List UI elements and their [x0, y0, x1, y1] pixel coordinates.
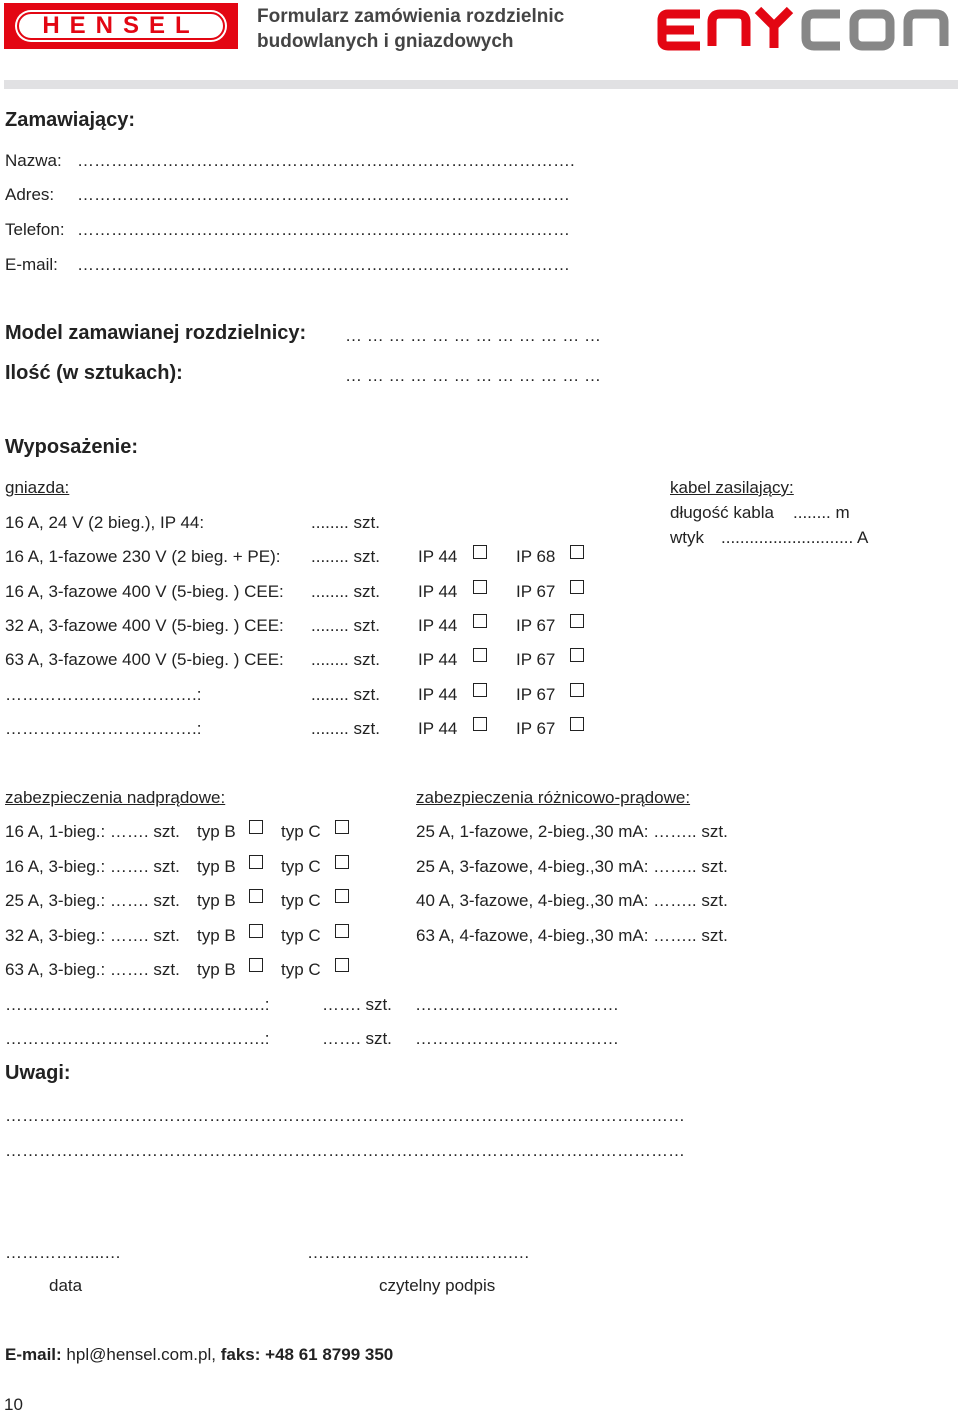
extra-desc[interactable]: ………………………………	[415, 1029, 619, 1048]
address-field[interactable]: ……………………………………………………………………………	[77, 185, 570, 204]
equipment-heading: Wyposażenie:	[5, 436, 138, 458]
page-title-line2: budowlanych i gniazdowych	[257, 31, 514, 52]
type-b-label: typ B	[197, 926, 236, 945]
ip44-checkbox[interactable]	[473, 580, 490, 597]
footer-fax-value: +48 61 8799 350	[265, 1345, 394, 1364]
socket-label-custom[interactable]: …………………………….:	[5, 685, 202, 704]
socket-label: 16 A, 1-fazowe 230 V (2 bieg. + PE):	[5, 547, 281, 566]
residual-row[interactable]: 25 A, 1-fazowe, 2-bieg.,30 mA: …….. szt.	[416, 822, 728, 841]
ip67-checkbox[interactable]	[570, 580, 587, 597]
type-c-checkbox[interactable]	[335, 889, 352, 906]
ip67-checkbox[interactable]	[570, 683, 587, 700]
ip68-checkbox[interactable]	[570, 545, 587, 562]
overcurrent-heading: zabezpieczenia nadprądowe:	[5, 788, 226, 807]
residual-row[interactable]: 25 A, 3-fazowe, 4-bieg.,30 mA: …….. szt.	[416, 857, 728, 876]
quantity-field[interactable]: … … … … … … … … … … … …	[345, 366, 601, 385]
socket-qty[interactable]: ........ szt.	[311, 685, 380, 704]
socket-qty[interactable]: ........ szt.	[311, 650, 380, 669]
address-label: Adres:	[5, 185, 55, 204]
date-label: data	[49, 1276, 83, 1295]
extra-qty[interactable]: ……. szt.	[322, 1029, 392, 1048]
socket-qty[interactable]: ........ szt.	[311, 513, 380, 532]
type-c-label: typ C	[281, 822, 321, 841]
option-ip67-label: IP 67	[516, 685, 556, 704]
type-b-checkbox[interactable]	[249, 855, 266, 872]
enycon-logo	[656, 4, 960, 54]
footer-email-link[interactable]: hpl@hensel.com.pl,	[66, 1345, 216, 1364]
overcurrent-label[interactable]: 25 A, 3-bieg.: ……. szt.	[5, 891, 180, 910]
type-c-checkbox[interactable]	[335, 924, 352, 941]
type-b-checkbox[interactable]	[249, 958, 266, 975]
option-ip44-label: IP 44	[418, 650, 458, 669]
model-label: Model zamawianej rozdzielnicy:	[5, 322, 307, 344]
socket-qty[interactable]: ........ szt.	[311, 719, 380, 738]
residual-row[interactable]: 63 A, 4-fazowe, 4-bieg.,30 mA: …….. szt.	[416, 926, 728, 945]
type-b-checkbox[interactable]	[249, 924, 266, 941]
enycon-logo-icon	[656, 4, 960, 54]
socket-label: 16 A, 24 V (2 bieg.), IP 44:	[5, 513, 205, 532]
extra-qty[interactable]: ……. szt.	[322, 995, 392, 1014]
type-c-label: typ C	[281, 891, 321, 910]
extra-label[interactable]: ……………………………………….:	[5, 1029, 270, 1048]
ip44-checkbox[interactable]	[473, 683, 490, 700]
type-b-label: typ B	[197, 891, 236, 910]
date-field[interactable]: ……………...…	[5, 1243, 122, 1262]
extra-desc[interactable]: ………………………………	[415, 995, 619, 1014]
socket-label-custom[interactable]: …………………………….:	[5, 719, 202, 738]
email-field[interactable]: ……………………………………………………………………………	[77, 255, 570, 274]
page-title-line1: Formularz zamówienia rozdzielnic	[257, 6, 565, 27]
page-number: 10	[4, 1395, 23, 1414]
type-b-label: typ B	[197, 960, 236, 979]
name-label: Nazwa:	[5, 151, 62, 170]
residual-heading: zabezpieczenia różnicowo-prądowe:	[416, 788, 691, 807]
model-field[interactable]: … … … … … … … … … … … …	[345, 326, 601, 345]
footer-contact	[5, 1345, 393, 1365]
socket-label: 32 A, 3-fazowe 400 V (5-bieg. ) CEE:	[5, 616, 284, 635]
sockets-heading: gniazda:	[5, 478, 70, 497]
option-ip67-label: IP 67	[516, 582, 556, 601]
type-c-label: typ C	[281, 960, 321, 979]
notes-heading: Uwagi:	[5, 1062, 71, 1084]
ip44-checkbox[interactable]	[473, 545, 490, 562]
option-ip44-label: IP 44	[418, 547, 458, 566]
overcurrent-label[interactable]: 16 A, 1-bieg.: ……. szt.	[5, 822, 180, 841]
type-b-label: typ B	[197, 857, 236, 876]
overcurrent-label[interactable]: 63 A, 3-bieg.: ……. szt.	[5, 960, 180, 979]
option-ip44-label: IP 44	[418, 616, 458, 635]
type-c-checkbox[interactable]	[335, 958, 352, 975]
ip44-checkbox[interactable]	[473, 648, 490, 665]
footer-fax-label: faks:	[220, 1345, 261, 1364]
option-ip68-label: IP 68	[516, 547, 556, 566]
type-c-label: typ C	[281, 926, 321, 945]
extra-label[interactable]: ……………………………………….:	[5, 995, 270, 1014]
signature-label: czytelny podpis	[379, 1276, 496, 1295]
socket-label: 63 A, 3-fazowe 400 V (5-bieg. ) CEE:	[5, 650, 284, 669]
type-c-label: typ C	[281, 857, 321, 876]
type-c-checkbox[interactable]	[335, 855, 352, 872]
socket-label: 16 A, 3-fazowe 400 V (5-bieg. ) CEE:	[5, 582, 284, 601]
ip67-checkbox[interactable]	[570, 648, 587, 665]
type-b-checkbox[interactable]	[249, 889, 266, 906]
quantity-label: Ilość (w sztukach):	[5, 362, 183, 384]
plug-label: wtyk	[670, 528, 704, 547]
cable-length-label: długość kabla	[670, 503, 774, 522]
ip67-checkbox[interactable]	[570, 717, 587, 734]
type-b-label: typ B	[197, 822, 236, 841]
socket-qty[interactable]: ........ szt.	[311, 616, 380, 635]
cable-length-field[interactable]: ........ m	[793, 503, 850, 522]
name-field[interactable]: …………………………………………………………………………….	[77, 151, 575, 170]
customer-heading: Zamawiający:	[5, 109, 136, 131]
option-ip44-label: IP 44	[418, 685, 458, 704]
cable-heading: kabel zasilający:	[670, 478, 794, 497]
type-b-checkbox[interactable]	[249, 820, 266, 837]
overcurrent-label[interactable]: 16 A, 3-bieg.: ……. szt.	[5, 857, 180, 876]
option-ip67-label: IP 67	[516, 650, 556, 669]
plug-field[interactable]: ............................ A	[721, 528, 869, 547]
ip44-checkbox[interactable]	[473, 614, 490, 631]
residual-row[interactable]: 40 A, 3-fazowe, 4-bieg.,30 mA: …….. szt.	[416, 891, 728, 910]
header-separator	[4, 80, 958, 89]
notes-line[interactable]: …………………………………………………………………………………………………………	[5, 1141, 685, 1160]
notes-line[interactable]: …………………………………………………………………………………………………………	[5, 1106, 685, 1125]
email-label: E-mail:	[5, 255, 58, 274]
option-ip44-label: IP 44	[418, 719, 458, 738]
option-ip67-label: IP 67	[516, 719, 556, 738]
socket-qty[interactable]: ........ szt.	[311, 582, 380, 601]
signature-field[interactable]: ………………………...…….…	[307, 1243, 530, 1262]
phone-label: Telefon:	[5, 220, 65, 239]
phone-field[interactable]: ……………………………………………………………………………	[77, 220, 570, 239]
ip67-checkbox[interactable]	[570, 614, 587, 631]
hensel-logo-text: HENSEL	[42, 12, 200, 39]
socket-qty[interactable]: ........ szt.	[311, 547, 380, 566]
overcurrent-label[interactable]: 32 A, 3-bieg.: ……. szt.	[5, 926, 180, 945]
ip44-checkbox[interactable]	[473, 717, 490, 734]
footer-email-label: E-mail:	[5, 1345, 62, 1364]
type-c-checkbox[interactable]	[335, 820, 352, 837]
option-ip44-label: IP 44	[418, 582, 458, 601]
hensel-logo	[4, 3, 238, 49]
option-ip67-label: IP 67	[516, 616, 556, 635]
